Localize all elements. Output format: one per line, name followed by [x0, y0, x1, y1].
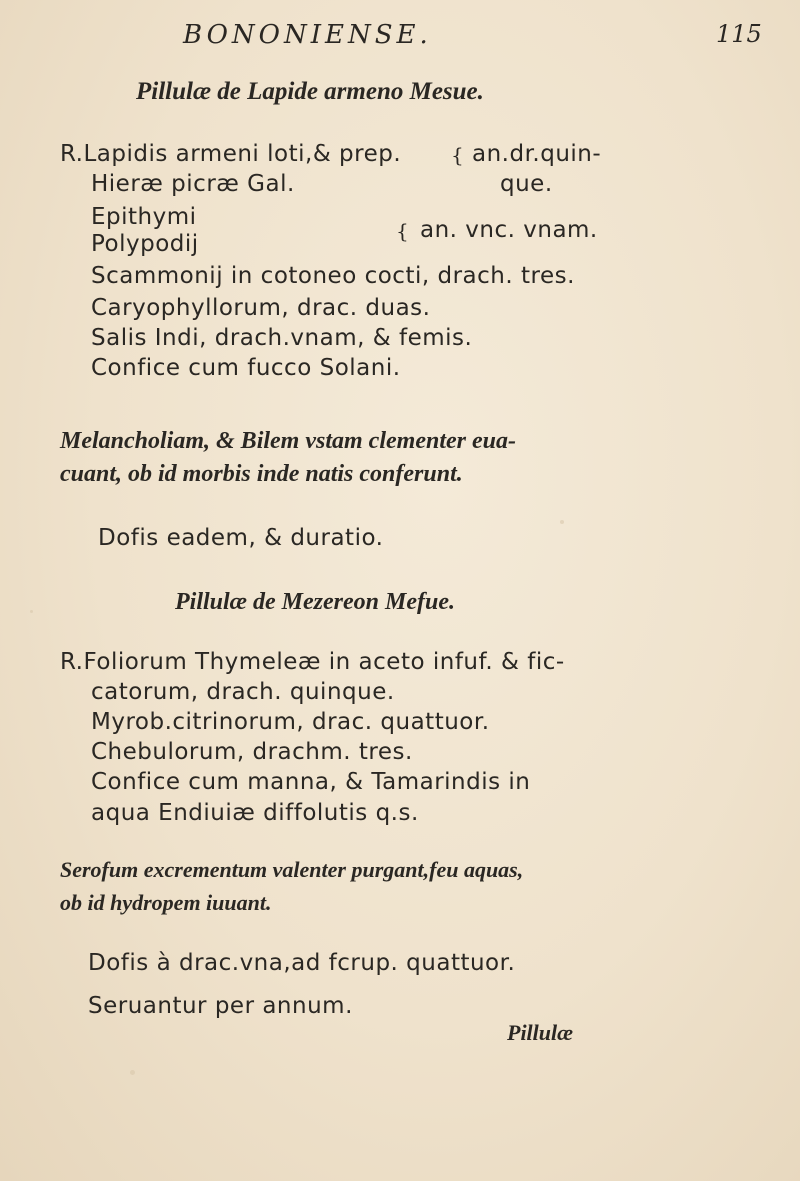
recipe-line: Salis Indi, drach.vnam, & femis. [91, 325, 473, 351]
recipe-line: Epithymi [91, 204, 197, 230]
storage-note: Seruantur per annum. [88, 993, 353, 1019]
brace-mark: { [396, 219, 409, 243]
recipe-line: Hieræ picræ Gal. [91, 171, 295, 197]
dosage-note: Dofis à drac.vna,ad fcrup. quattuor. [88, 950, 516, 976]
brace-mark: { [451, 143, 464, 167]
section-heading-lapide: Pillulæ de Lapide armeno Mesue. [136, 78, 484, 105]
paper-speck [130, 1070, 135, 1075]
catchword: Pillulæ [507, 1020, 574, 1045]
recipe-line: Caryophyllorum, drac. duas. [91, 295, 431, 321]
usage-note: Serofum excrementum valenter purgant,feu aquas, [60, 857, 524, 882]
page-number: 115 [716, 20, 762, 48]
dosage-note: Dofis eadem, & duratio. [98, 525, 384, 551]
recipe-line: R.Foliorum Thymeleæ in aceto infuf. & fic- [60, 649, 565, 675]
recipe-line: Polypodij [91, 231, 199, 257]
recipe-line: Confice cum fucco Solani. [91, 355, 401, 381]
recipe-line: aqua Endiuiæ diffolutis q.s. [91, 800, 419, 826]
recipe-dose: an. vnc. vnam. [420, 217, 598, 243]
paper-speck [560, 520, 564, 524]
recipe-line: Scammonij in cotoneo cocti, drach. tres. [91, 263, 575, 289]
recipe-line: R.Lapidis armeni loti,& prep. [60, 141, 402, 167]
recipe-dose: an.dr.quin- [472, 141, 602, 167]
section-heading-mezereon: Pillulæ de Mezereon Mefue. [175, 589, 455, 615]
usage-note: cuant, ob id morbis inde natis conferunt. [60, 461, 463, 487]
usage-note: ob id hydropem iuuant. [60, 890, 272, 915]
paper-speck [30, 610, 33, 613]
recipe-dose: que. [500, 171, 553, 197]
usage-note: Melancholiam, & Bilem vstam clementer eua- [60, 428, 516, 454]
recipe-line: catorum, drach. quinque. [91, 679, 395, 705]
recipe-line: Myrob.citrinorum, drac. quattuor. [91, 709, 490, 735]
recipe-line: Chebulorum, drachm. tres. [91, 739, 413, 765]
recipe-line: Confice cum manna, & Tamarindis in [91, 769, 531, 795]
running-header: BONONIENSE. [183, 20, 432, 50]
